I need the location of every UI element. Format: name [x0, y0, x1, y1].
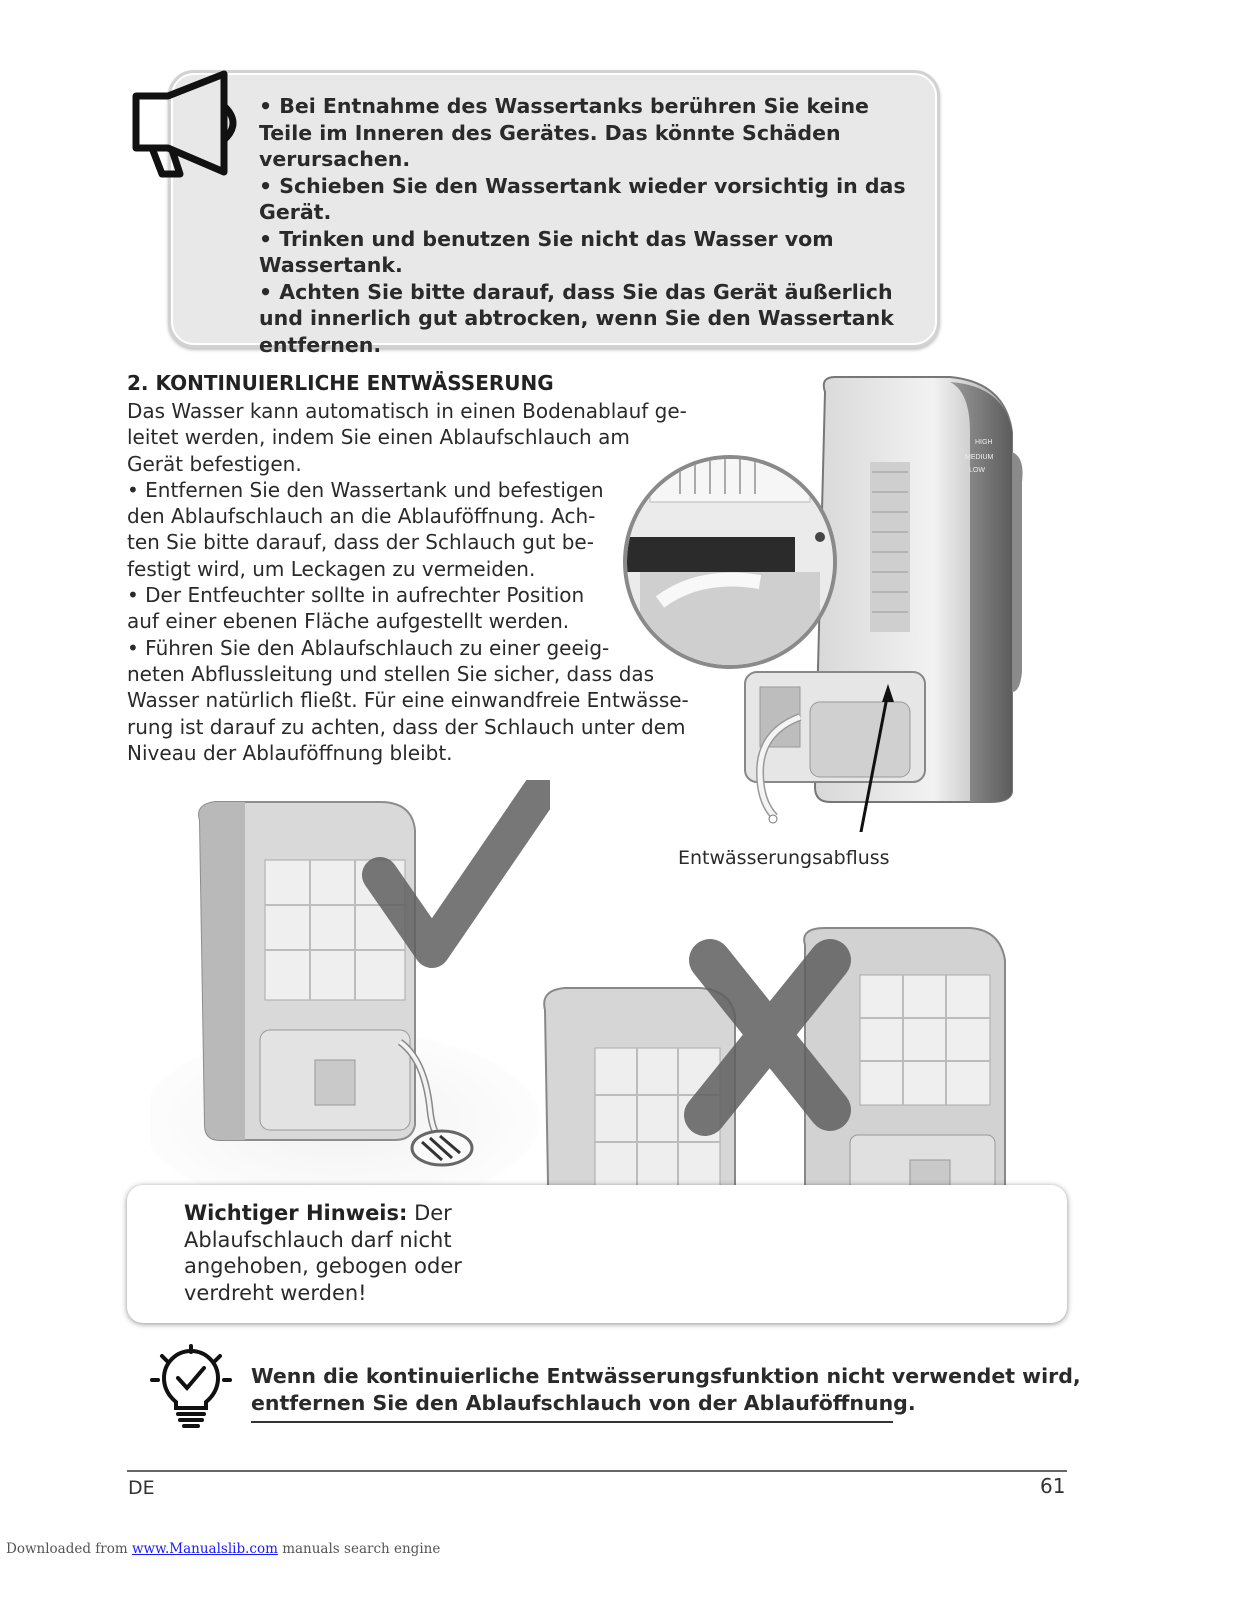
body-line: Gerät befestigen. [127, 451, 302, 476]
body-line: leitet werden, indem Sie einen Ablaufschlauch am [127, 425, 630, 450]
manualslib-link[interactable]: www.Manualslib.com [131, 1541, 278, 1557]
warning-line: • Bei Entnahme des Wassertanks berühren Sie keine Teile im Inneren des Gerätes. Das könnte Schäden verursachen. [259, 94, 869, 171]
body-line: den Ablaufschlauch an die Ablauföffnung. Ach- [127, 504, 596, 529]
drain-outlet-caption: Entwässerungsabfluss [678, 847, 890, 869]
footer-divider [127, 1470, 1067, 1472]
section-title: 2. KONTINUIERLICHE ENTWÄSSERUNG [127, 371, 554, 395]
body-line: auf einer ebenen Fläche aufgestellt werden. [127, 609, 570, 634]
warning-text [259, 93, 929, 358]
note-label: Wichtiger Hinweis: [184, 1201, 408, 1225]
body-line: neten Abflussleitung und stellen Sie sicher, dass das [127, 661, 655, 686]
download-notice [6, 1541, 440, 1557]
body-line: rung ist darauf zu achten, dass der Schlauch unter dem [127, 714, 686, 739]
important-note [184, 1200, 514, 1306]
dehumidifier-drain-illustration [620, 372, 1030, 832]
page-number: 61 [1040, 1474, 1066, 1498]
correct-drain-illustration [150, 780, 550, 1190]
body-line: ten Sie bitte darauf, dass der Schlauch gut be- [127, 530, 594, 555]
body-line: Das Wasser kann automatisch in einen Bodenablauf ge- [127, 399, 687, 423]
body-line: • Der Entfeuchter sollte in aufrechter Position [127, 583, 585, 608]
tip-text: Wenn die kontinuierliche Entwässerungsfunktion nicht verwendet wird, entfernen Sie den Ablaufschlauch von der Ablauföffnung. [251, 1364, 1081, 1415]
note-text: Der Ablaufschlauch darf nicht angehoben, gebogen oder verdreht werden! [184, 1201, 462, 1305]
body-line: • Entfernen Sie den Wassertank und befestigen [127, 477, 604, 502]
level-low-label: LOW [969, 467, 985, 474]
body-line: festigt wird, um Leckagen zu vermeiden. [127, 556, 536, 581]
footer-language: DE [128, 1477, 155, 1499]
tip-underline [251, 1421, 893, 1423]
warning-line: • Trinken und benutzen Sie nicht das Wasser vom Wassertank. [259, 226, 834, 277]
download-prefix: Downloaded from [6, 1541, 132, 1557]
megaphone-icon [128, 68, 246, 178]
lightbulb-check-icon [150, 1344, 232, 1430]
body-line: Niveau der Ablauföffnung bleibt. [127, 740, 453, 765]
body-line: Wasser natürlich fließt. Für eine einwandfreie Entwässe- [127, 688, 689, 713]
level-high-label: HIGH [975, 439, 993, 446]
warning-line: • Schieben Sie den Wassertank wieder vorsichtig in das Gerät. [259, 173, 906, 224]
level-medium-label: MEDIUM [965, 454, 994, 461]
warning-line: • Achten Sie bitte darauf, dass Sie das Gerät äußerlich und innerlich gut abtrocken, wenn Sie den Wassertank entfernen. [259, 279, 894, 357]
download-suffix: manuals search engine [277, 1541, 441, 1557]
body-line: • Führen Sie den Ablaufschlauch zu einer geeig- [127, 635, 610, 660]
